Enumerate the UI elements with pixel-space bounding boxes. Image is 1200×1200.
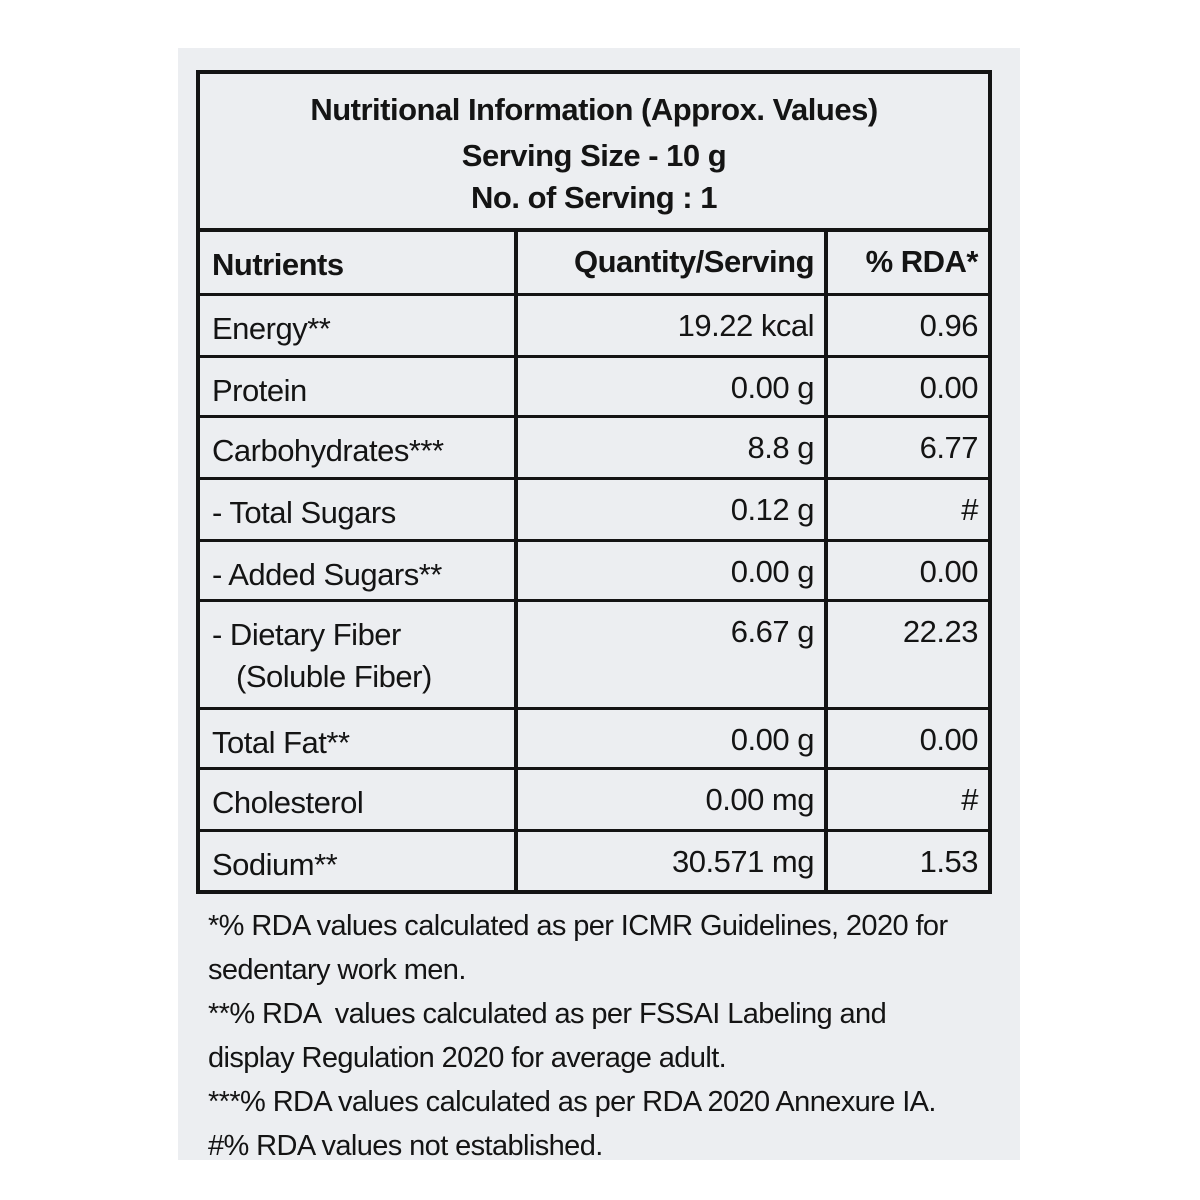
footnote-line: display Regulation 2020 for average adult. [208, 1042, 727, 1074]
nutrient-rda: # [961, 492, 978, 527]
nutrient-name-subline: (Soluble Fiber) [236, 659, 432, 694]
nutrient-quantity: 0.00 g [730, 554, 814, 589]
table-row [200, 418, 988, 480]
nutrient-name: Cholesterol [212, 785, 364, 820]
nutrient-rda: 0.96 [919, 308, 978, 343]
nutrient-name: Sodium** [212, 847, 338, 882]
quantity-header: Quantity/Serving [573, 244, 814, 279]
nutrient-rda: 22.23 [902, 614, 978, 649]
table-row [200, 542, 988, 602]
footnote-line: *% RDA values calculated as per ICMR Guidelines, 2020 for [208, 910, 948, 942]
nutrient-name: Energy** [212, 311, 331, 346]
nutrient-name: Protein [212, 373, 307, 408]
footnote-line: **% RDA values calculated as per FSSAI Labeling and [208, 998, 887, 1030]
footnote-line: sedentary work men. [208, 954, 466, 986]
nutrient-rda: 0.00 [919, 554, 978, 589]
nutrient-name [212, 602, 512, 707]
footnote-line: ***% RDA values calculated as per RDA 2020 Annexure IA. [208, 1086, 936, 1118]
number-of-servings: No. of Serving : 1 [471, 180, 717, 215]
nutrient-quantity: 0.00 g [730, 370, 814, 405]
nutrient-name: Total Fat** [212, 725, 350, 760]
nutrient-quantity: 6.67 g [730, 614, 814, 649]
table-row [200, 710, 988, 770]
nutrient-quantity: 8.8 g [747, 430, 814, 465]
nutrient-quantity: 30.571 mg [672, 844, 814, 879]
footnotes [208, 904, 1008, 1168]
nutrient-name: - Total Sugars [212, 495, 396, 530]
nutrient-quantity: 0.12 g [730, 492, 814, 527]
nutrition-table [196, 70, 992, 894]
nutrient-rda: 1.53 [919, 844, 978, 879]
table-row [200, 770, 988, 832]
nutrient-quantity: 19.22 kcal [677, 308, 814, 343]
nutrient-rda: # [961, 782, 978, 817]
table-row [200, 296, 988, 358]
column-header-row [200, 232, 988, 296]
nutrients-header: Nutrients [212, 247, 344, 282]
nutrient-rda: 0.00 [919, 722, 978, 757]
nutrient-name: Carbohydrates*** [212, 433, 444, 468]
table-row [200, 832, 988, 890]
footnote-line: #% RDA values not established. [208, 1130, 603, 1162]
serving-size: Serving Size - 10 g [461, 138, 727, 173]
table-row [200, 358, 988, 418]
nutrient-name-line: - Dietary Fiber [212, 617, 401, 652]
table-title: Nutritional Information (Approx. Values) [310, 92, 878, 127]
table-row [200, 602, 988, 710]
nutrient-quantity: 0.00 g [730, 722, 814, 757]
nutrient-rda: 0.00 [919, 370, 978, 405]
rda-header: % RDA* [865, 244, 978, 279]
nutrient-rda: 6.77 [919, 430, 978, 465]
nutrient-name: - Added Sugars** [212, 557, 442, 592]
nutrient-quantity: 0.00 mg [705, 782, 814, 817]
table-row [200, 480, 988, 542]
table-header [200, 74, 988, 232]
